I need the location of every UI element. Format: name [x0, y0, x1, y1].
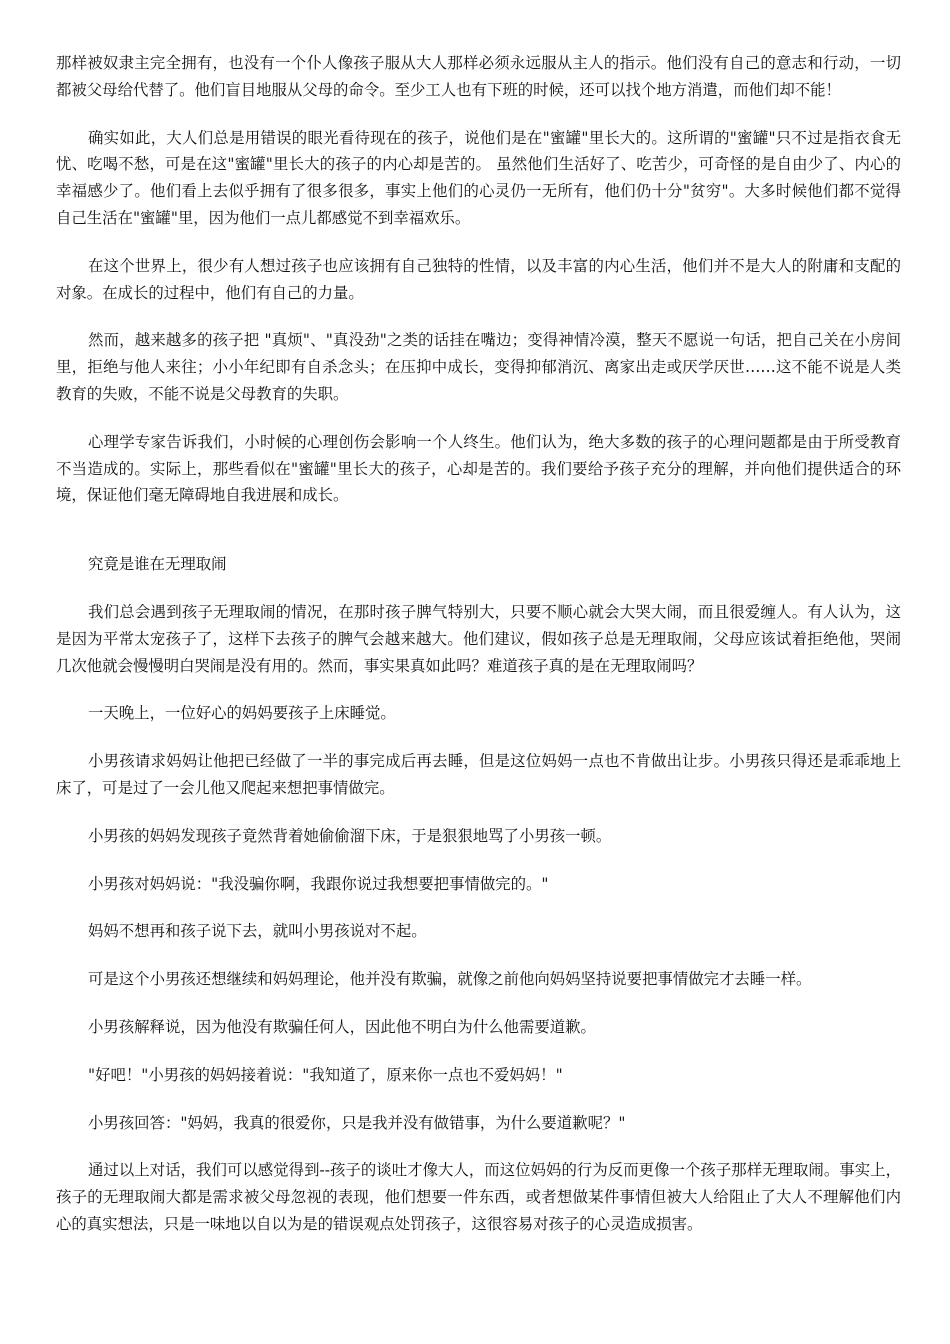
paragraph-education-failure: 然而，越来越多的孩子把 "真烦"、"真没劲"之类的话挂在嘴边；变得神情冷漠，整天不愿说一句话，把自己关在小房间里，拒绝与他人来往；小小年纪即有自杀念头；在压抑中成长，变得抑郁消沉、离家出走或厌学厌世……这不能不说是人类教育的失败，不能不说是父母教育的失职。	[56, 331, 901, 403]
paragraph-child-nature: 在这个世界上，很少有人想过孩子也应该拥有自己独特的性情，以及丰富的内心生活，他们并不是大人的附庸和支配的对象。在成长的过程中，他们有自己的力量。	[56, 256, 901, 302]
paragraph-story-5: 妈妈不想再和孩子说下去，就叫小男孩说对不起。	[88, 922, 427, 941]
paragraph-story-4: 小男孩对妈妈说："我没骗你啊，我跟你说过我想要把事情做完的。"	[88, 874, 549, 893]
paragraph-story-6: 可是这个小男孩还想继续和妈妈理论，他并没有欺骗，就像之前他向妈妈坚持说要把事情做完才去睡一样。	[88, 970, 812, 989]
paragraph-story-9: 小男孩回答："妈妈，我真的很爱你，只是我并没有做错事，为什么要道歉呢？"	[88, 1113, 626, 1132]
paragraph-continuation: 那样被奴隶主完全拥有，也没有一个仆人像孩子服从大人那样必须永远服从主人的指示。他们没有自己的意志和行动，一切都被父母给代替了。他们盲目地服从父母的命令。至少工人也有下班的时候，还可以找个地方消遣，而他们却不能！	[56, 54, 901, 99]
paragraph-psychology-expert: 心理学专家告诉我们，小时候的心理创伤会影响一个人终生。他们认为，绝大多数的孩子的心理问题都是由于所受教育不当造成的。实际上，那些看似在"蜜罐"里长大的孩子，心却是苦的。我们要给予孩子充分的理解，并向他们提供适合的环境，保证他们毫无障碍地自我进展和成长。	[56, 432, 901, 505]
paragraph-honey-jar: 确实如此，大人们总是用错误的眼光看待现在的孩子，说他们是在"蜜罐"里长大的。这所谓的"蜜罐"只不过是指衣食无忧、吃喝不愁，可是在这"蜜罐"里长大的孩子的内心却是苦的。 虽然他们生活好了、吃苦少，可奇怪的是自由少了、内心的幸福感少了。他们看上去似乎拥有了很多很多，事实上他们的心灵仍一无所有，他们仍十分"贫穷"。大多时候他们都不觉得自己生活在"蜜罐"里，因为他们一点儿都感觉不到幸福欢乐。	[56, 128, 901, 227]
document-body	[56, 50, 901, 1259]
paragraph-story-2: 小男孩请求妈妈让他把已经做了一半的事完成后再去睡，但是这位妈妈一点也不肯做出让步。小男孩只得还是乖乖地上床了，可是过了一会儿他又爬起来想把事情做完。	[56, 752, 901, 797]
paragraph-story-3: 小男孩的妈妈发现孩子竟然背着她偷偷溜下床，于是狠狠地骂了小男孩一顿。	[88, 826, 612, 845]
paragraph-story-7: 小男孩解释说，因为他没有欺骗任何人，因此他不明白为什么他需要道歉。	[88, 1017, 596, 1036]
section-title: 究竟是谁在无理取闹	[88, 555, 227, 574]
paragraph-tantrum-intro: 我们总会遇到孩子无理取闹的情况，在那时孩子脾气特别大，只要不顺心就会大哭大闹，而且很爱缠人。有人认为，这是因为平常太宠孩子了，这样下去孩子的脾气会越来越大。他们建议，假如孩子总是无理取闹，父母应该试着拒绝他，哭闹几次他就会慢慢明白哭闹是没有用的。然而，事实果真如此吗？难道孩子真的是在无理取闹吗？	[56, 602, 901, 675]
paragraph-story-1: 一天晚上，一位好心的妈妈要孩子上床睡觉。	[88, 704, 396, 723]
paragraph-conclusion: 通过以上对话，我们可以感觉得到--孩子的谈吐才像大人，而这位妈妈的行为反而更像一个孩子那样无理取闹。事实上，孩子的无理取闹大都是需求被父母忽视的表现，他们想要一件东西，或者想做某件事情但被大人给阻止了大人不理解他们内心的真实想法，只是一味地以自以为是的错误观点处罚孩子，这很容易对孩子的心灵造成损害。	[56, 1161, 901, 1233]
paragraph-story-8: "好吧！"小男孩的妈妈接着说："我知道了，原来你一点也不爱妈妈！"	[88, 1065, 563, 1084]
